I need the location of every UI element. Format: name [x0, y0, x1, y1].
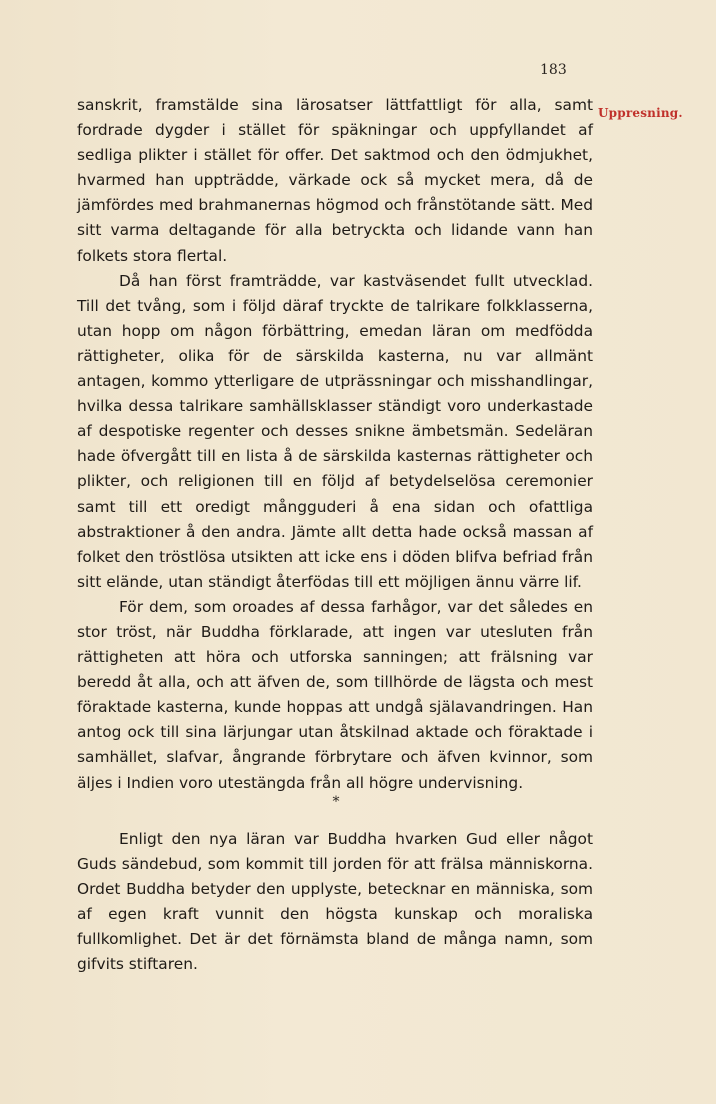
main-text-block [77, 93, 593, 796]
paragraph-2: Då han först framträdde, var kastväsendet fullt utvecklad. Till det tvång, som i följd däraf tryckte de talrikare folkklasserna, utan hopp om någon förbättring, emedan läran om medfödda rättigheter, olika för de särskilda kasterna, nu var allmänt antagen, kommo ytterligare de utprässningar och misshandlingar, hvilka dessa talrikare samhällsklasser ständigt voro underkastade af despotiske regenter och desses snikne ämbetsmän. Sedeläran hade öfvergått till en lista å de särskilda kasternas rättigheter och plikter, och religionen till en följd af betydelselösa ceremonier samt till ett oredigt mångguderi å ena sidan och ofattliga abstraktioner å den andra. Jämte allt detta hade också massan af folket den tröstlösa utsikten att icke ens i döden blifva befriad från sitt elände, utan ständigt återfödas till ett möjligen ännu värre lif. [77, 271, 593, 591]
paragraph-3: För dem, som oroades af dessa farhågor, var det således en stor tröst, när Buddha förklarade, att ingen var utesluten från rättigheten att höra och utforska sanningen; att frälsning var beredd åt alla, och att äfven de, som tillhörde de lägsta och mest föraktade kasterna, kunde hoppas att undgå själavandringen. Han antog ock till sina lärjungar utan åtskilnad aktade och föraktade i samhället, slafvar, ångrande förbrytare och äfven kvinnor, som äljes i Indien voro utestängda från all högre undervisning. [77, 597, 593, 792]
section-separator: * [332, 794, 340, 810]
margin-note: Uppresning. [598, 106, 683, 120]
closing-text-block [77, 827, 593, 978]
paragraph-closing: Enligt den nya läran var Buddha hvarken Gud eller något Guds sändebud, som kommit till jorden för att frälsa människorna. Ordet Buddha betyder den upplyste, betecknar en människa, som af egen kraft vunnit den högsta kunskap och moraliska fullkomlighet. Det är det förnämsta bland de många namn, som gifvits stiftaren. [77, 830, 593, 974]
paragraph-1: sanskrit, framstälde sina lärosatser lättfattligt för alla, samt fordrade dygder i stället för späkningar och uppfyllandet af sedliga plikter i stället för offer. Det saktmod och den ödmjukhet, hvarmed han uppträdde, värkade ock så mycket mera, då de jämfördes med brahmanernas högmod och frånstötande sätt. Med sitt varma deltagande för alla betryckta och lidande vann han folkets stora flertal. [77, 96, 593, 265]
page-number: 183 [540, 62, 567, 78]
